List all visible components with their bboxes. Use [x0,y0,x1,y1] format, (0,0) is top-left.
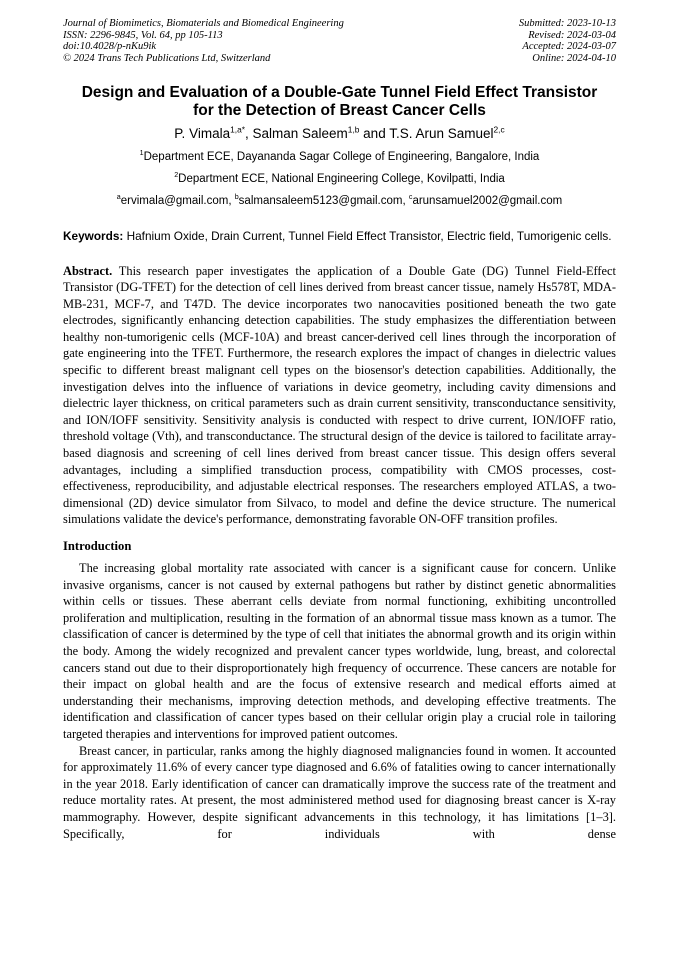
article-dates-block [519,18,616,64]
journal-info-block [63,18,344,64]
author-superscript-1: 1,a* [230,124,245,135]
abstract-paragraph [63,263,616,529]
submitted-date: Submitted: 2023-10-13 [518,18,616,29]
paper-title [63,84,616,119]
author-separator-2: and [359,126,390,141]
revised-date: Revised: 2024-03-04 [528,29,616,41]
abstract-label: Abstract. [63,263,113,278]
affiliation-2 [63,173,616,186]
journal-name: Journal of Biomimetics, Biomaterials and Biomedical Engineering [63,18,344,29]
author-separator-1: , [244,126,253,141]
abstract-text: This research paper investigates the application of a Double Gate (DG) Tunnel Field-Effect Transistor (DG-TFET) for the detection of cell lines derived from breast cancer tissue, namely Hs578T, MDA-MB-231, MCF-7, and T47D. The device incorporates two nanocavities positioned beneath the two gate electrodes, significantly enhancing detection capabilities. The study emphasizes the differentiation between healthy non-tumorigenic cells (MCF-10A) and breast cancer-derived cell lines through the incorporation of gate engineering into the TFET. Furthermore, the research explores the impact of changes in dielectric values specific to different breast malignant cell types on the biosensor's detection capabilities. Additionally, the investigation delves into the influence of variations in device geometry, including cavity dimensions and dielectric layer thickness, on critical parameters such as drain current sensitivity, transconductance sensitivity, and ION/IOFF sensitivity. Sensitivity analysis is conducted with respect to drive current, ION/IOFF ratio, threshold voltage (Vth), and transconductance. The structural design of the device is tailored to facilitate array-based diagnosis and screening of cell lines derived from breast cancer tissue. This design offers several advantages, including a simplified transduction process, compatibility with CMOS processes, cost-effectiveness, reproducibility, and adjustable electrical responses. The researchers employed ATLAS, a two-dimensional (2D) device simulator from Silvaco, to model and define the device structure. The numerical simulations validate the device's performance, demonstrating favorable ON-OFF transition profiles. [63,263,616,527]
author-list [63,125,616,142]
journal-copyright: © 2024 Trans Tech Publications Ltd, Switzerland [63,52,271,64]
keywords-line [63,229,616,245]
email-superscript-a: a [116,193,121,202]
online-date: Online: 2024-04-10 [532,52,616,64]
affiliation-1-text: Department ECE, Dayananda Sagar College of Engineering, Bangalore, India [143,151,540,163]
email-c: arunsamuel2002@gmail.com [412,195,563,207]
affiliation-1-superscript: 1 [139,149,144,158]
introduction-paragraph-1: The increasing global mortality rate associated with cancer is a significant cause for concern. Unlike invasive organisms, cancer is not caused by external pathogens but rather by distinct genetic abnormalities within cells or tissues. These aberrant cells deviate from normal functioning, exhibiting uncontrolled proliferation and multiplication, resulting in the formation of an abnormal tissue mass known as a tumor. The classification of cancer is determined by the type of cell that initiates the abnormal growth and its origin within the body. Among the widely recognized and prevalent cancer types worldwide, lung, breast, and colorectal cancers stand out due to their disproportionately high frequency of occurrence. These cancers are notable for their impact on global health and are the focus of extensive research and medical efforts aimed at understanding their mechanisms, improving detection methods, and developing effective treatments. The identification and classification of cancer types based on their cellular origin play a crucial role in tailoring targeted therapies and interventions for improved patient outcomes. [63,561,616,741]
introduction-paragraph-2: Breast cancer, in particular, ranks among the highly diagnosed malignancies found in women. It accounted for approximately 11.6% of every cancer type diagnosed and 6.6% of fatalities owing to cancer internationally in the year 2018. Early identification of cancer can dramatically improve the success rate of the treatment and reduce mortality rates. At present, the most administered method used for diagnosing breast cancer is X-ray mammography. However, despite significant advancements in this technology, it has limitations [1–3]. Specifically, for individuals with dense [63,743,616,841]
email-separator-ab: , [228,195,235,207]
email-superscript-b: b [234,193,239,202]
accepted-date: Accepted: 2024-03-07 [522,41,616,52]
page-header [63,18,616,64]
email-superscript-c: c [408,193,413,202]
affiliation-2-superscript: 2 [174,171,179,180]
journal-doi: doi:10.4028/p-nKu9ik [63,41,157,52]
author-superscript-2: 1,b [347,124,360,135]
paper-title-line-2: for the Detection of Breast Cancer Cells [193,101,486,119]
email-a: ervimala@gmail.com [120,195,229,207]
author-emails [63,195,616,208]
introduction-heading: Introduction [63,539,132,553]
author-superscript-3: 2,c [493,124,505,135]
keywords-label: Keywords: [63,229,124,243]
email-separator-bc: , [402,195,409,207]
author-name-3: T.S. Arun Samuel [389,126,494,141]
author-name-2: Salman Saleem [252,126,348,141]
journal-issn-volume: ISSN: 2296-9845, Vol. 64, pp 105-113 [63,29,223,41]
author-name-1: P. Vimala [174,126,231,141]
email-b: salmansaleem5123@gmail.com [238,195,403,207]
affiliation-2-text: Department ECE, National Engineering College, Kovilpatti, India [178,173,505,185]
affiliation-1 [63,151,616,164]
keywords-text: Hafnium Oxide, Drain Current, Tunnel Field Effect Transistor, Electric field, Tumorigenic cells. [123,229,612,243]
paper-title-line-1: Design and Evaluation of a Double-Gate Tunnel Field Effect Transistor [81,84,598,101]
